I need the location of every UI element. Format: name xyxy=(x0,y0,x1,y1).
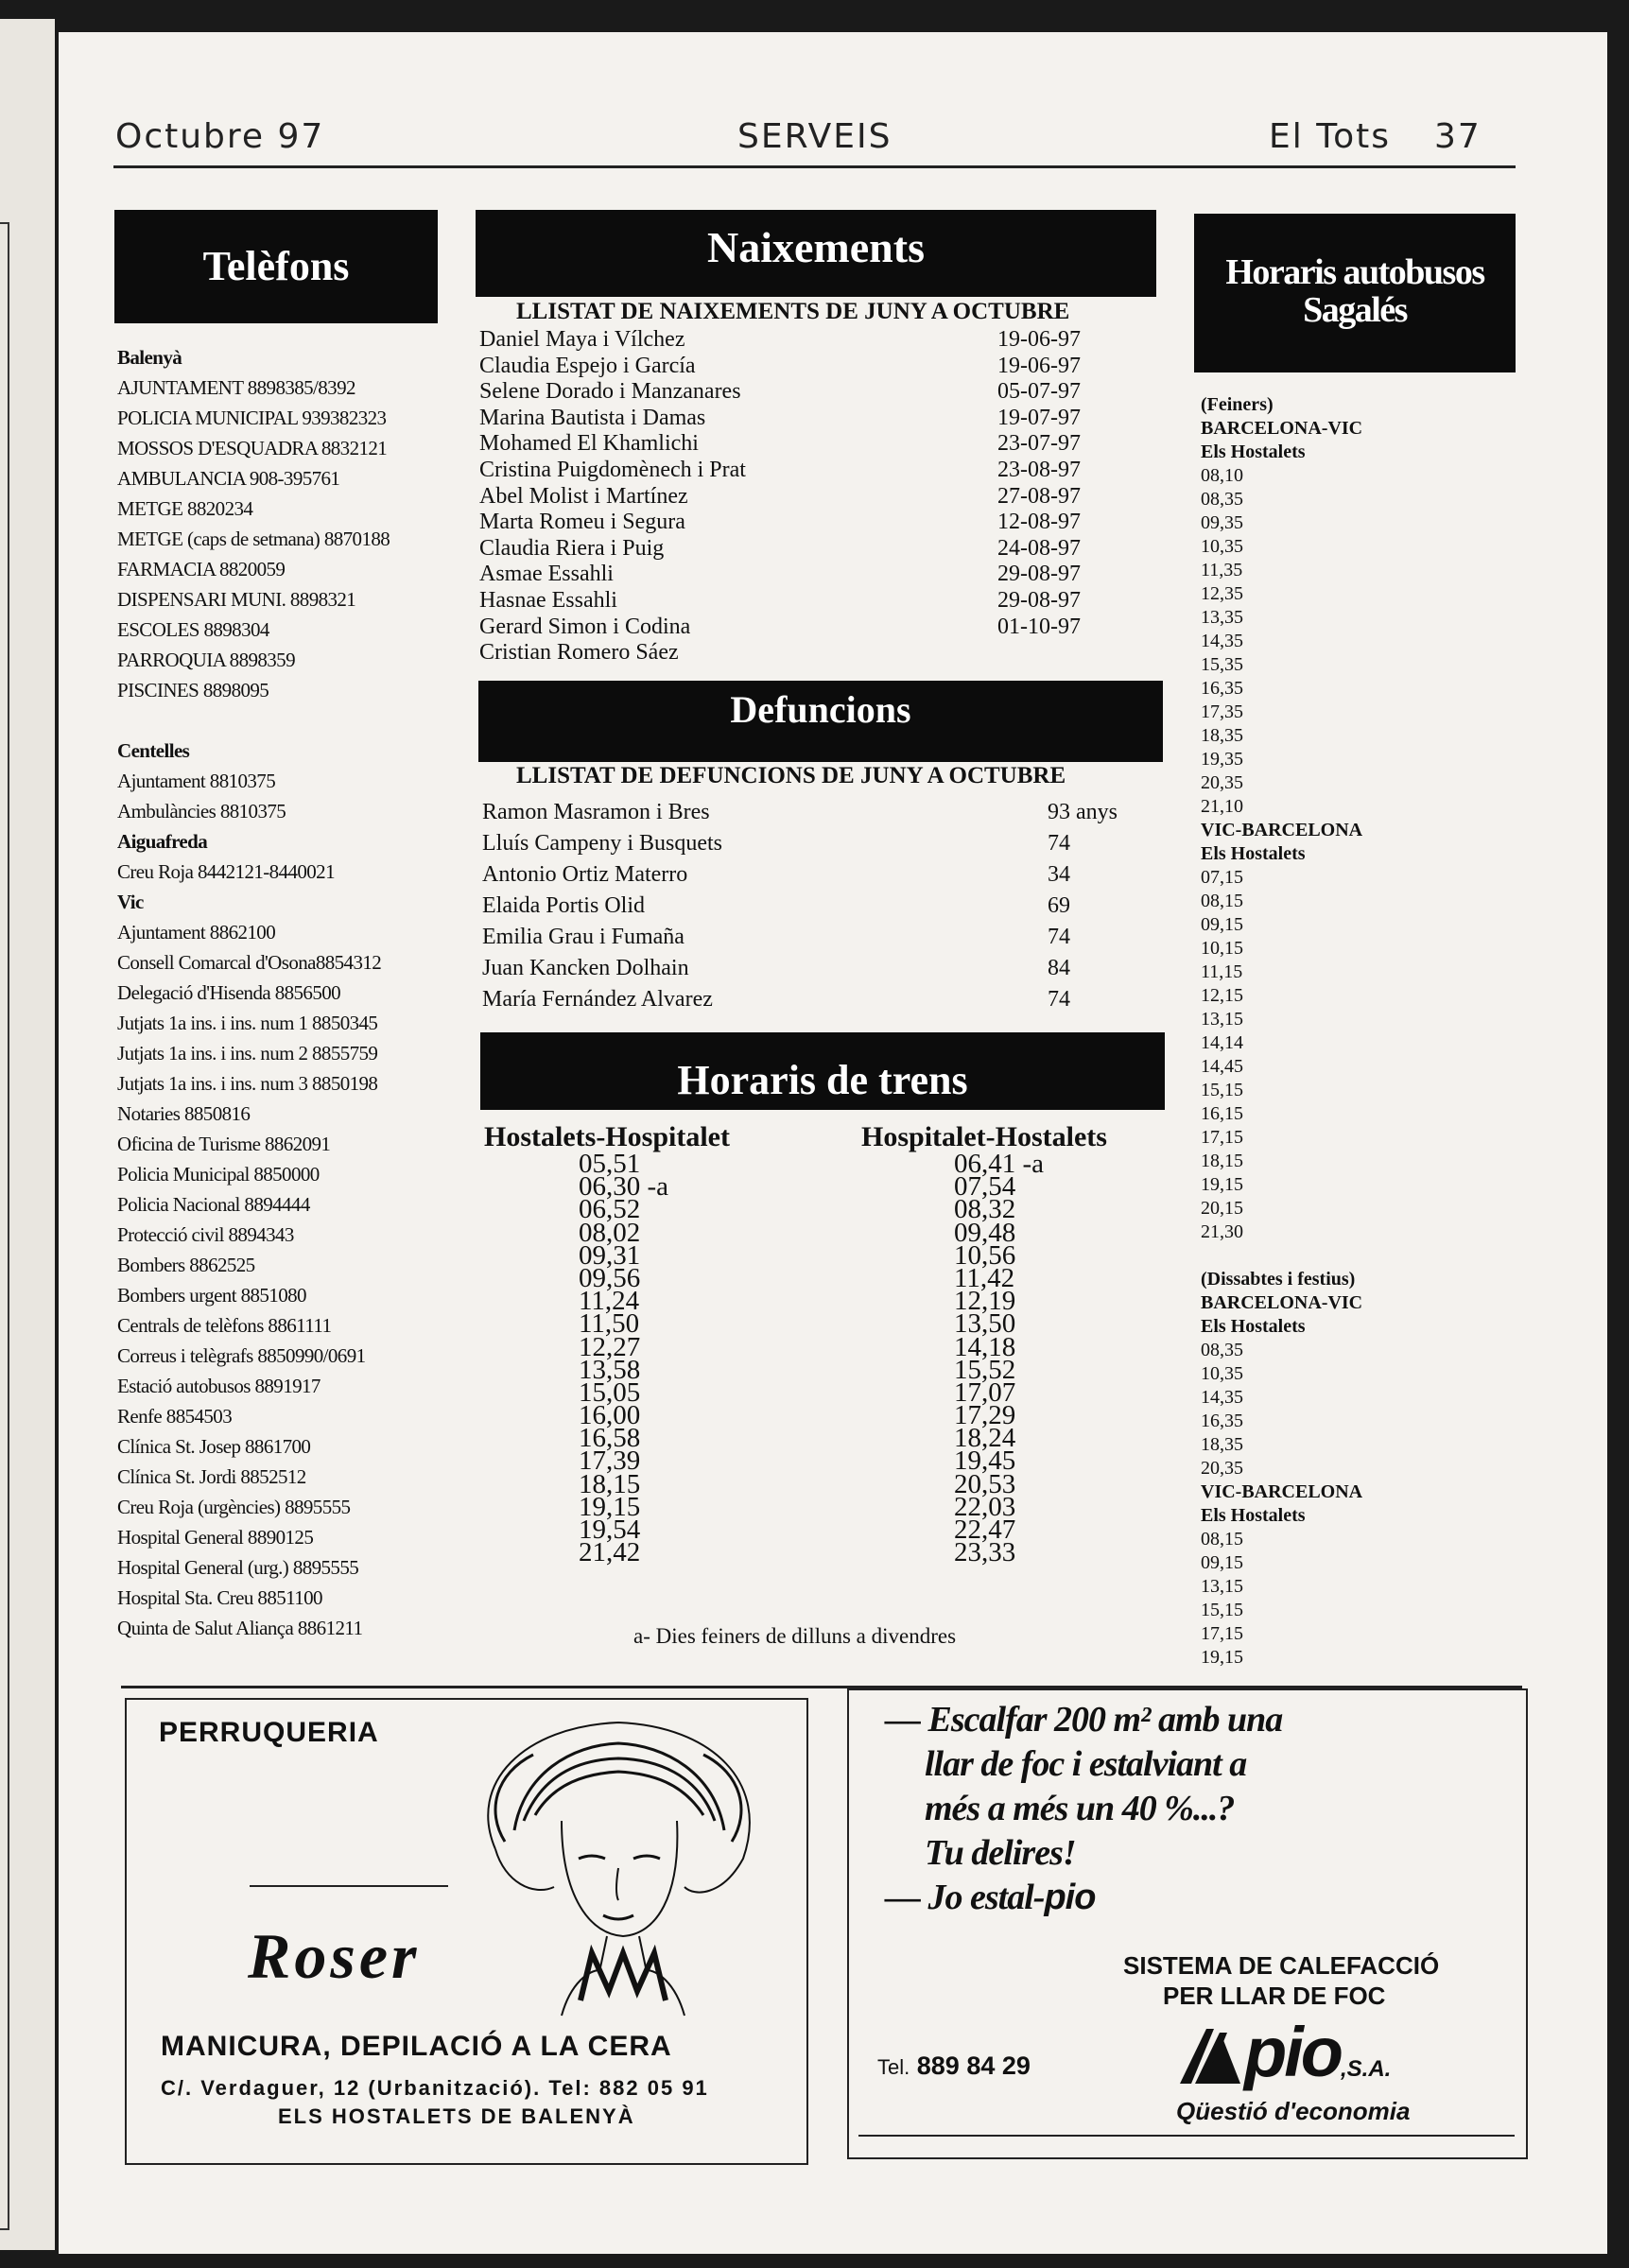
ad-perruqueria-line xyxy=(250,1885,448,1887)
bus-time: 16,15 xyxy=(1201,1103,1243,1124)
telefons-title-block xyxy=(114,210,438,323)
row-value: 01-10-97 xyxy=(997,614,1081,639)
train-time: 08,32 xyxy=(954,1194,1016,1225)
ad-perruqueria-town: ELS HOSTALETS DE BALENYÀ xyxy=(278,2104,635,2128)
trens-col1-times xyxy=(579,1149,669,1568)
row-name: Cristian Romero Sáez xyxy=(479,640,679,666)
autobusos-title-line1: Horaris autobusos xyxy=(1225,252,1484,292)
phone-entry: Jutjats 1a ins. i ins. num 3 8850198 xyxy=(117,1072,378,1095)
phone-entry: AJUNTAMENT 8898385/8392 xyxy=(117,376,355,399)
train-time: 17,07 xyxy=(954,1376,1016,1408)
telefons-centelles-list xyxy=(117,766,439,826)
list-row xyxy=(479,379,1122,406)
phone-entry: DISPENSARI MUNI. 8898321 xyxy=(117,588,356,611)
autobusos-schedule xyxy=(1201,393,1362,1670)
train-time: 19,54 xyxy=(579,1515,641,1545)
bus-festius-times2 xyxy=(1201,1528,1362,1670)
ad-pio-line2: llar de foc i estalviant a xyxy=(925,1744,1247,1784)
row-name: Daniel Maya i Vílchez xyxy=(479,327,685,352)
list-row xyxy=(479,327,1122,354)
bus-time: 08,15 xyxy=(1201,1529,1243,1550)
phone-entry: PISCINES 8898095 xyxy=(117,679,269,701)
train-time: 14,18 xyxy=(954,1331,1016,1362)
ad-pio-line5-prefix: — Jo estal- xyxy=(885,1878,1045,1917)
train-time: 18,15 xyxy=(579,1468,641,1499)
row-name: Emilia Grau i Fumaña xyxy=(482,925,685,949)
list-row xyxy=(479,510,1122,536)
telefons-heading-balenya: Balenyà xyxy=(117,346,182,369)
phone-entry: Creu Roja (urgències) 8895555 xyxy=(117,1496,351,1518)
ad-pio-slogan: Qüestió d'economia xyxy=(1176,2097,1411,2125)
train-time: 15,52 xyxy=(954,1354,1016,1385)
row-name: Claudia Riera i Puig xyxy=(479,535,665,561)
row-name: Elaida Portis Olid xyxy=(482,893,645,918)
phone-entry: Hospital General (urg.) 8895555 xyxy=(117,1556,359,1579)
autobusos-title-line2: Sagalés xyxy=(1303,290,1407,330)
phone-entry: Renfe 8854503 xyxy=(117,1405,233,1428)
ad-pio-brand xyxy=(1244,2012,1391,2092)
train-time: 12,19 xyxy=(954,1286,1016,1317)
phone-entry: Consell Comarcal d'Osona8854312 xyxy=(117,951,382,974)
bus-time: 15,35 xyxy=(1201,654,1243,675)
telefons-balenya-list xyxy=(117,372,439,705)
row-value: 05-07-97 xyxy=(997,379,1081,405)
train-time: 17,39 xyxy=(579,1446,641,1477)
phone-entry: Estació autobusos 8891917 xyxy=(117,1375,321,1397)
list-row xyxy=(482,828,1144,859)
train-time: 16,00 xyxy=(579,1400,641,1431)
row-name: Hasnae Essahli xyxy=(479,587,617,613)
list-row xyxy=(482,922,1144,953)
bus-time: 13,15 xyxy=(1201,1009,1243,1030)
bus-time: 21,10 xyxy=(1201,796,1243,817)
defuncions-subtitle: LLISTAT DE DEFUNCIONS DE JUNY A OCTUBRE xyxy=(516,763,1066,788)
bus-festius-route2: VIC-BARCELONA xyxy=(1201,1481,1363,1502)
ad-pio-line1: — Escalfar 200 m² amb una xyxy=(885,1700,1283,1740)
row-name: Asmae Essahli xyxy=(479,562,614,587)
bus-time: 09,15 xyxy=(1201,914,1243,935)
bus-time: 20,35 xyxy=(1201,1458,1243,1479)
phone-entry: POLICIA MUNICIPAL 939382323 xyxy=(117,407,387,429)
train-time: 20,53 xyxy=(954,1468,1016,1499)
train-time: 23,33 xyxy=(954,1537,1016,1568)
row-value: 74 xyxy=(1048,925,1070,949)
defuncions-list xyxy=(482,797,1144,1015)
bus-time: 16,35 xyxy=(1201,678,1243,699)
telefons-heading-centelles: Centelles xyxy=(117,739,190,762)
row-value: 29-08-97 xyxy=(997,562,1081,587)
bus-time: 11,15 xyxy=(1201,961,1243,982)
header-section: SERVEIS xyxy=(737,117,892,156)
phone-entry: Protecció civil 8894343 xyxy=(117,1223,294,1246)
phone-entry: Quinta de Salut Aliança 8861211 xyxy=(117,1617,363,1639)
phone-entry: Correus i telègrafs 8850990/0691 xyxy=(117,1344,366,1367)
telefons-list xyxy=(117,342,439,1643)
bus-time: 10,35 xyxy=(1201,536,1243,557)
row-value: 84 xyxy=(1048,956,1070,980)
list-row xyxy=(479,431,1122,458)
bus-feiners-stop1: Els Hostalets xyxy=(1201,441,1306,462)
trens-note: a- Dies feiners de dilluns a divendres xyxy=(633,1624,957,1648)
ad-pio-copy xyxy=(885,1698,1283,1920)
ad-pio-tel-label: Tel. xyxy=(877,2055,910,2079)
list-row xyxy=(479,458,1122,484)
ad-pio xyxy=(847,1688,1528,2159)
bus-time: 20,35 xyxy=(1201,772,1243,793)
row-value: 24-08-97 xyxy=(997,535,1081,561)
train-time: 13,50 xyxy=(954,1308,1016,1340)
train-time: 16,58 xyxy=(579,1423,641,1454)
bus-time: 08,10 xyxy=(1201,465,1243,486)
train-time: 05,51 xyxy=(579,1149,641,1179)
bus-time: 19,15 xyxy=(1201,1647,1243,1668)
train-time: 15,05 xyxy=(579,1376,641,1408)
train-time: 22,03 xyxy=(954,1491,1016,1522)
pio-logo-icon xyxy=(1178,2023,1244,2086)
row-name: Selene Dorado i Manzanares xyxy=(479,379,741,405)
ad-pio-brand-suffix: ,S.A. xyxy=(1340,2056,1392,2082)
ad-pio-bottom-rule xyxy=(858,2135,1515,2137)
header-publication-name: El Tots xyxy=(1269,117,1391,156)
train-time: 10,56 xyxy=(954,1239,1016,1271)
bus-time: 18,15 xyxy=(1201,1151,1243,1171)
bus-feiners-label: (Feiners) xyxy=(1201,394,1274,415)
ad-perruqueria xyxy=(125,1698,808,2165)
list-row xyxy=(479,588,1122,615)
phone-entry: FARMACIA 8820059 xyxy=(117,558,286,580)
ad-pio-line4: Tu delires! xyxy=(925,1833,1076,1873)
bus-time: 14,35 xyxy=(1201,1387,1243,1408)
row-value: 12-08-97 xyxy=(997,510,1081,535)
list-row xyxy=(479,406,1122,432)
ad-pio-line5 xyxy=(885,1876,1282,1920)
row-name: Mohamed El Khamlichi xyxy=(479,431,699,457)
naixements-subtitle: LLISTAT DE NAIXEMENTS DE JUNY A OCTUBRE xyxy=(516,299,1070,324)
trens-title: Horaris de trens xyxy=(677,1057,968,1103)
bus-festius-route1: BARCELONA-VIC xyxy=(1201,1292,1363,1313)
row-name: Juan Kancken Dolhain xyxy=(482,956,689,980)
bus-time: 08,35 xyxy=(1201,489,1243,510)
autobusos-title-block xyxy=(1194,214,1516,372)
bus-time: 08,35 xyxy=(1201,1340,1243,1360)
ad-perruqueria-logo: Roser xyxy=(248,1920,421,1992)
row-name: Claudia Espejo i García xyxy=(479,353,696,378)
bus-feiners-times1 xyxy=(1201,464,1362,819)
row-value: 19-06-97 xyxy=(997,327,1081,352)
bus-time: 11,35 xyxy=(1201,560,1243,580)
adjacent-page-edge xyxy=(0,19,55,2250)
bus-feiners-route1: BARCELONA-VIC xyxy=(1201,418,1363,439)
header-month: Octubre 97 xyxy=(115,117,325,156)
ad-perruqueria-title: PERRUQUERIA xyxy=(159,1717,379,1748)
bus-time: 18,35 xyxy=(1201,1434,1243,1455)
train-time: 09,56 xyxy=(579,1262,641,1293)
bus-festius-times1 xyxy=(1201,1339,1362,1480)
list-row xyxy=(482,953,1144,984)
ad-pio-line5-brand: pio xyxy=(1044,1878,1096,1917)
train-time: 06,30 -a xyxy=(579,1171,669,1203)
bus-festius-stop2: Els Hostalets xyxy=(1201,1505,1306,1526)
list-row xyxy=(482,797,1144,828)
bus-time: 12,35 xyxy=(1201,583,1243,604)
train-time: 06,52 xyxy=(579,1194,641,1225)
naixements-title: Naixements xyxy=(707,223,925,271)
row-value: 34 xyxy=(1048,862,1070,887)
phone-entry: Clínica St. Josep 8861700 xyxy=(117,1435,311,1458)
bus-time: 17,35 xyxy=(1201,701,1243,722)
bus-time: 09,35 xyxy=(1201,512,1243,533)
row-value: 74 xyxy=(1048,987,1070,1012)
bus-time: 14,35 xyxy=(1201,631,1243,651)
train-time: 17,29 xyxy=(954,1400,1016,1431)
phone-entry: Jutjats 1a ins. i ins. num 1 8850345 xyxy=(117,1012,378,1034)
phone-entry: Policia Nacional 8894444 xyxy=(117,1193,310,1216)
defuncions-title-block xyxy=(478,681,1163,762)
bus-time: 13,35 xyxy=(1201,607,1243,628)
telefons-aiguafreda-list xyxy=(117,857,439,887)
bus-feiners-route2: VIC-BARCELONA xyxy=(1201,820,1363,840)
bus-time: 17,15 xyxy=(1201,1127,1243,1148)
phone-entry: ESCOLES 8898304 xyxy=(117,618,269,641)
trens-col2-times xyxy=(954,1149,1045,1568)
row-name: María Fernández Alvarez xyxy=(482,987,713,1012)
bus-time: 17,15 xyxy=(1201,1623,1243,1644)
row-name: Marina Bautista i Damas xyxy=(479,405,706,430)
train-time: 12,27 xyxy=(579,1331,641,1362)
bus-time: 07,15 xyxy=(1201,867,1243,888)
train-time: 07,54 xyxy=(954,1171,1016,1203)
train-time: 22,47 xyxy=(954,1515,1016,1545)
phone-entry: Notaries 8850816 xyxy=(117,1102,251,1125)
phone-entry: METGE (caps de setmana) 8870188 xyxy=(117,528,390,550)
defuncions-title: Defuncions xyxy=(730,688,911,731)
list-row xyxy=(479,354,1122,380)
phone-entry: Creu Roja 8442121-8440021 xyxy=(117,860,335,883)
trens-col2-heading: Hospitalet-Hostalets xyxy=(861,1121,1107,1152)
phone-entry: Delegació d'Hisenda 8856500 xyxy=(117,981,341,1004)
train-time: 11,50 xyxy=(579,1308,640,1340)
row-name: Gerard Simon i Codina xyxy=(479,614,691,639)
train-time: 21,42 xyxy=(579,1537,641,1568)
bus-time: 08,15 xyxy=(1201,891,1243,911)
row-value: 29-08-97 xyxy=(997,587,1081,613)
row-value: 23-07-97 xyxy=(997,431,1081,457)
bus-time: 20,15 xyxy=(1201,1198,1243,1219)
bus-time: 15,15 xyxy=(1201,1080,1243,1100)
phone-entry: Ajuntament 8810375 xyxy=(117,770,276,792)
bus-time: 14,45 xyxy=(1201,1056,1243,1077)
phone-entry: Ajuntament 8862100 xyxy=(117,921,276,944)
phone-entry: Bombers urgent 8851080 xyxy=(117,1284,306,1307)
phone-entry: Jutjats 1a ins. i ins. num 2 8855759 xyxy=(117,1042,378,1065)
bus-time: 10,15 xyxy=(1201,938,1243,959)
bus-time: 18,35 xyxy=(1201,725,1243,746)
list-row xyxy=(482,891,1144,922)
row-name: Abel Molist i Martínez xyxy=(479,483,688,509)
train-time: 09,31 xyxy=(579,1239,641,1271)
ad-perruqueria-services: MANICURA, DEPILACIÓ A LA CERA xyxy=(161,2031,672,2062)
ad-pio-tel xyxy=(877,2052,1031,2081)
list-row xyxy=(482,984,1144,1015)
ad-pio-system2: PER LLAR DE FOC xyxy=(1163,1982,1386,2010)
bus-festius-label: (Dissabtes i festius) xyxy=(1201,1269,1356,1290)
naixements-title-block xyxy=(476,210,1156,297)
telefons-heading-aiguafreda: Aiguafreda xyxy=(117,830,208,853)
list-row xyxy=(479,640,1122,667)
train-time: 11,24 xyxy=(579,1286,640,1317)
phone-entry: Hospital Sta. Creu 8851100 xyxy=(117,1586,322,1609)
train-time: 13,58 xyxy=(579,1354,641,1385)
phone-entry: Bombers 8862525 xyxy=(117,1254,255,1276)
phone-entry: Policia Municipal 8850000 xyxy=(117,1163,320,1186)
row-value: 19-06-97 xyxy=(997,353,1081,378)
header-rule xyxy=(113,165,1516,168)
page-number: 37 xyxy=(1433,117,1482,156)
bus-time: 15,15 xyxy=(1201,1600,1243,1620)
trens-col1-heading: Hostalets-Hospitalet xyxy=(484,1121,730,1152)
train-time: 09,48 xyxy=(954,1217,1016,1248)
bus-time: 13,15 xyxy=(1201,1576,1243,1597)
row-name: Antonio Ortiz Materro xyxy=(482,862,688,887)
train-time: 19,15 xyxy=(579,1491,641,1522)
train-time: 18,24 xyxy=(954,1423,1016,1454)
row-value: 23-08-97 xyxy=(997,457,1081,482)
bus-time: 19,35 xyxy=(1201,749,1243,770)
train-time: 19,45 xyxy=(954,1446,1016,1477)
row-name: Marta Romeu i Segura xyxy=(479,510,685,535)
train-time: 08,02 xyxy=(579,1217,641,1248)
bus-feiners-stop2: Els Hostalets xyxy=(1201,843,1306,864)
list-row xyxy=(479,615,1122,641)
ad-pio-tel-number: 889 84 29 xyxy=(916,2052,1031,2080)
row-value: 19-07-97 xyxy=(997,405,1081,430)
list-row xyxy=(479,562,1122,588)
bus-time: 14,14 xyxy=(1201,1032,1243,1053)
bus-time: 12,15 xyxy=(1201,985,1243,1006)
train-time: 06,41 -a xyxy=(954,1149,1045,1179)
phone-entry: Centrals de telèfons 8861111 xyxy=(117,1314,332,1337)
row-value: 27-08-97 xyxy=(997,483,1081,509)
ad-pio-brand-name: pio xyxy=(1244,2013,1341,2091)
phone-entry: Ambulàncies 8810375 xyxy=(117,800,286,822)
phone-entry: Hospital General 8890125 xyxy=(117,1526,314,1549)
ad-pio-system1: SISTEMA DE CALEFACCIÓ xyxy=(1123,1951,1440,1980)
bus-time: 21,30 xyxy=(1201,1221,1243,1242)
row-value: 74 xyxy=(1048,831,1070,856)
ad-perruqueria-address: C/. Verdaguer, 12 (Urbanització). Tel: 882 05 91 xyxy=(161,2076,709,2100)
ad-pio-line3: més a més un 40 %...? xyxy=(925,1789,1235,1828)
list-row xyxy=(479,536,1122,563)
telefons-title: Telèfons xyxy=(202,243,350,289)
list-row xyxy=(482,859,1144,891)
phone-entry: PARROQUIA 8898359 xyxy=(117,649,295,671)
telefons-heading-vic: Vic xyxy=(117,891,144,913)
row-name: Cristina Puigdomènech i Prat xyxy=(479,457,746,482)
header-publication xyxy=(1269,117,1482,156)
bus-time: 19,15 xyxy=(1201,1174,1243,1195)
row-value: 69 xyxy=(1048,893,1070,918)
row-name: Ramon Masramon i Bres xyxy=(482,800,710,824)
train-time: 11,42 xyxy=(954,1262,1015,1293)
phone-entry: Clínica St. Jordi 8852512 xyxy=(117,1465,306,1488)
trens-title-block xyxy=(480,1032,1165,1110)
list-row xyxy=(479,484,1122,511)
naixements-list xyxy=(479,327,1122,667)
bus-feiners-times2 xyxy=(1201,866,1362,1244)
row-name: Lluís Campeny i Busquets xyxy=(482,831,722,856)
phone-entry: AMBULANCIA 908-395761 xyxy=(117,467,340,490)
phone-entry: METGE 8820234 xyxy=(117,497,253,520)
bus-time: 09,15 xyxy=(1201,1552,1243,1573)
bus-festius-stop1: Els Hostalets xyxy=(1201,1316,1306,1337)
bus-time: 10,35 xyxy=(1201,1363,1243,1384)
phone-entry: MOSSOS D'ESQUADRA 8832121 xyxy=(117,437,388,459)
telefons-vic-list xyxy=(117,917,439,1643)
woman-illustration-icon xyxy=(467,1717,770,2017)
phone-entry: Oficina de Turisme 8862091 xyxy=(117,1133,331,1155)
row-value: 93 anys xyxy=(1048,800,1118,824)
bus-time: 16,35 xyxy=(1201,1411,1243,1431)
